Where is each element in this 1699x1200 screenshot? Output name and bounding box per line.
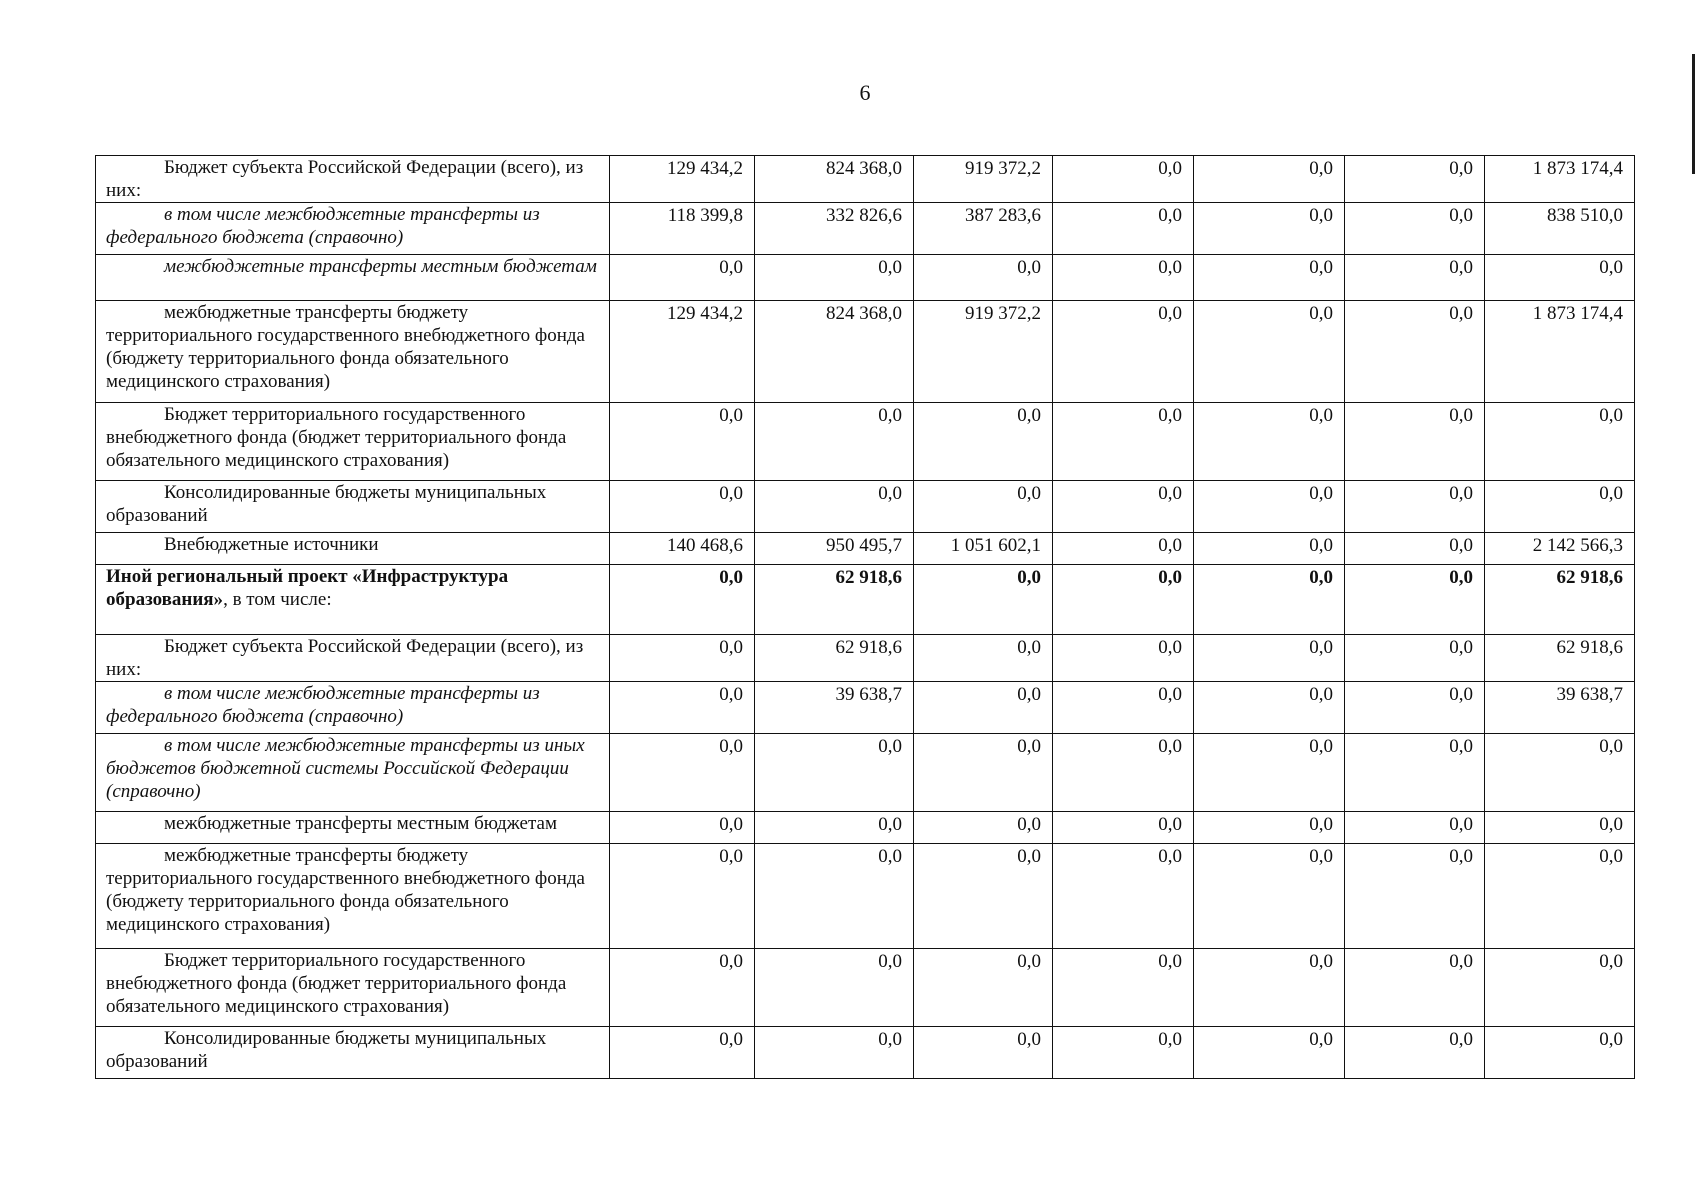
value-cell: 0,0 xyxy=(610,635,755,682)
value-cell: 0,0 xyxy=(1194,156,1345,203)
value-cell: 0,0 xyxy=(1485,949,1635,1027)
table-row xyxy=(96,156,1635,203)
value-cell: 0,0 xyxy=(914,635,1053,682)
row-label: межбюджетные трансферты бюджету территориального государственного внебюджетного фонда (бюджету территориального фонда обязательного медицинского страхования) xyxy=(96,301,610,403)
table-row xyxy=(96,812,1635,844)
budget-table xyxy=(95,155,1635,1079)
value-cell: 0,0 xyxy=(610,403,755,481)
value-cell: 62 918,6 xyxy=(755,565,914,635)
value-cell: 0,0 xyxy=(1345,203,1485,255)
value-cell: 0,0 xyxy=(1485,1027,1635,1079)
value-cell: 0,0 xyxy=(610,844,755,949)
value-cell: 0,0 xyxy=(610,734,755,812)
value-cell: 838 510,0 xyxy=(1485,203,1635,255)
row-label: Бюджет территориального государственного внебюджетного фонда (бюджет территориального фонда обязательного медицинского страхования) xyxy=(96,403,610,481)
value-cell: 0,0 xyxy=(1345,635,1485,682)
value-cell: 0,0 xyxy=(914,844,1053,949)
value-cell: 0,0 xyxy=(755,734,914,812)
value-cell: 0,0 xyxy=(1345,156,1485,203)
table-row xyxy=(96,949,1635,1027)
table-row xyxy=(96,255,1635,301)
table-row xyxy=(96,635,1635,682)
value-cell: 0,0 xyxy=(1053,635,1194,682)
section-title-row xyxy=(96,565,1635,635)
table-row xyxy=(96,301,1635,403)
table-row xyxy=(96,1027,1635,1079)
value-cell: 0,0 xyxy=(610,812,755,844)
table-row xyxy=(96,734,1635,812)
table-row xyxy=(96,682,1635,734)
value-cell: 0,0 xyxy=(1345,812,1485,844)
row-label: в том числе межбюджетные трансферты из иных бюджетов бюджетной системы Российской Федерации (справочно) xyxy=(96,734,610,812)
value-cell: 0,0 xyxy=(1345,844,1485,949)
row-label: Бюджет субъекта Российской Федерации (всего), из них: xyxy=(96,635,610,682)
value-cell: 0,0 xyxy=(1485,403,1635,481)
section-title-bold: Иной региональный проект «Инфраструктура образования» xyxy=(106,566,509,610)
row-label: Бюджет территориального государственного внебюджетного фонда (бюджет территориального фонда обязательного медицинского страхования) xyxy=(96,949,610,1027)
page-number: 6 xyxy=(859,80,871,105)
value-cell: 0,0 xyxy=(914,565,1053,635)
row-label: Бюджет субъекта Российской Федерации (всего), из них: xyxy=(96,156,610,203)
value-cell: 0,0 xyxy=(1194,565,1345,635)
value-cell: 0,0 xyxy=(610,255,755,301)
value-cell: 0,0 xyxy=(755,481,914,533)
value-cell: 0,0 xyxy=(914,1027,1053,1079)
value-cell: 0,0 xyxy=(1194,949,1345,1027)
value-cell: 0,0 xyxy=(755,844,914,949)
value-cell: 0,0 xyxy=(1345,255,1485,301)
row-label: Внебюджетные источники xyxy=(96,533,610,565)
value-cell: 0,0 xyxy=(755,403,914,481)
row-label: Консолидированные бюджеты муниципальных образований xyxy=(96,1027,610,1079)
value-cell: 62 918,6 xyxy=(755,635,914,682)
value-cell: 129 434,2 xyxy=(610,301,755,403)
section-title xyxy=(96,565,610,635)
value-cell: 0,0 xyxy=(1194,533,1345,565)
value-cell: 0,0 xyxy=(1053,1027,1194,1079)
value-cell: 0,0 xyxy=(1194,481,1345,533)
value-cell: 62 918,6 xyxy=(1485,635,1635,682)
row-label: в том числе межбюджетные трансферты из федерального бюджета (справочно) xyxy=(96,203,610,255)
value-cell: 0,0 xyxy=(610,481,755,533)
value-cell: 0,0 xyxy=(1345,403,1485,481)
value-cell: 0,0 xyxy=(914,255,1053,301)
value-cell: 0,0 xyxy=(610,949,755,1027)
value-cell: 0,0 xyxy=(1053,481,1194,533)
value-cell: 0,0 xyxy=(1194,682,1345,734)
value-cell: 387 283,6 xyxy=(914,203,1053,255)
value-cell: 950 495,7 xyxy=(755,533,914,565)
value-cell: 39 638,7 xyxy=(755,682,914,734)
table-row xyxy=(96,481,1635,533)
value-cell: 0,0 xyxy=(1485,255,1635,301)
value-cell: 0,0 xyxy=(1053,403,1194,481)
value-cell: 0,0 xyxy=(1194,812,1345,844)
table-row xyxy=(96,844,1635,949)
value-cell: 0,0 xyxy=(914,734,1053,812)
value-cell: 0,0 xyxy=(1053,844,1194,949)
value-cell: 0,0 xyxy=(1485,844,1635,949)
value-cell: 1 873 174,4 xyxy=(1485,156,1635,203)
value-cell: 0,0 xyxy=(1194,203,1345,255)
row-label: в том числе межбюджетные трансферты из федерального бюджета (справочно) xyxy=(96,682,610,734)
value-cell: 140 468,6 xyxy=(610,533,755,565)
table-row xyxy=(96,533,1635,565)
value-cell: 332 826,6 xyxy=(755,203,914,255)
table-row xyxy=(96,403,1635,481)
value-cell: 0,0 xyxy=(1345,301,1485,403)
value-cell: 0,0 xyxy=(1194,255,1345,301)
value-cell: 0,0 xyxy=(1053,565,1194,635)
value-cell: 129 434,2 xyxy=(610,156,755,203)
value-cell: 0,0 xyxy=(1053,533,1194,565)
value-cell: 0,0 xyxy=(610,565,755,635)
row-label: межбюджетные трансферты местным бюджетам xyxy=(96,255,610,301)
value-cell: 0,0 xyxy=(914,403,1053,481)
value-cell: 0,0 xyxy=(1194,844,1345,949)
value-cell: 0,0 xyxy=(610,1027,755,1079)
value-cell: 0,0 xyxy=(755,812,914,844)
value-cell: 0,0 xyxy=(1345,682,1485,734)
value-cell: 0,0 xyxy=(1194,403,1345,481)
table-row xyxy=(96,203,1635,255)
value-cell: 0,0 xyxy=(755,1027,914,1079)
value-cell: 0,0 xyxy=(1485,481,1635,533)
value-cell: 0,0 xyxy=(610,682,755,734)
value-cell: 0,0 xyxy=(1345,565,1485,635)
value-cell: 2 142 566,3 xyxy=(1485,533,1635,565)
row-label: Консолидированные бюджеты муниципальных образований xyxy=(96,481,610,533)
value-cell: 0,0 xyxy=(1345,533,1485,565)
value-cell: 0,0 xyxy=(914,949,1053,1027)
value-cell: 0,0 xyxy=(1053,734,1194,812)
value-cell: 0,0 xyxy=(1053,949,1194,1027)
value-cell: 62 918,6 xyxy=(1485,565,1635,635)
value-cell: 824 368,0 xyxy=(755,301,914,403)
value-cell: 0,0 xyxy=(1053,156,1194,203)
value-cell: 0,0 xyxy=(1345,734,1485,812)
value-cell: 0,0 xyxy=(1345,1027,1485,1079)
value-cell: 0,0 xyxy=(1345,481,1485,533)
value-cell: 0,0 xyxy=(1053,682,1194,734)
value-cell: 0,0 xyxy=(755,949,914,1027)
value-cell: 0,0 xyxy=(1053,203,1194,255)
value-cell: 0,0 xyxy=(1194,301,1345,403)
value-cell: 0,0 xyxy=(1053,812,1194,844)
value-cell: 919 372,2 xyxy=(914,156,1053,203)
value-cell: 824 368,0 xyxy=(755,156,914,203)
value-cell: 0,0 xyxy=(1345,949,1485,1027)
value-cell: 39 638,7 xyxy=(1485,682,1635,734)
value-cell: 0,0 xyxy=(914,481,1053,533)
row-label: межбюджетные трансферты местным бюджетам xyxy=(96,812,610,844)
value-cell: 0,0 xyxy=(914,682,1053,734)
value-cell: 0,0 xyxy=(914,812,1053,844)
value-cell: 0,0 xyxy=(1053,301,1194,403)
scan-edge-mark xyxy=(1692,54,1695,174)
value-cell: 0,0 xyxy=(1485,812,1635,844)
row-label: межбюджетные трансферты бюджету территориального государственного внебюджетного фонда (бюджету территориального фонда обязательного медицинского страхования) xyxy=(96,844,610,949)
value-cell: 0,0 xyxy=(755,255,914,301)
value-cell: 0,0 xyxy=(1485,734,1635,812)
value-cell: 1 051 602,1 xyxy=(914,533,1053,565)
value-cell: 118 399,8 xyxy=(610,203,755,255)
value-cell: 1 873 174,4 xyxy=(1485,301,1635,403)
value-cell: 0,0 xyxy=(1194,734,1345,812)
section-title-rest: , в том числе: xyxy=(223,589,332,610)
value-cell: 919 372,2 xyxy=(914,301,1053,403)
value-cell: 0,0 xyxy=(1194,1027,1345,1079)
value-cell: 0,0 xyxy=(1053,255,1194,301)
value-cell: 0,0 xyxy=(1194,635,1345,682)
